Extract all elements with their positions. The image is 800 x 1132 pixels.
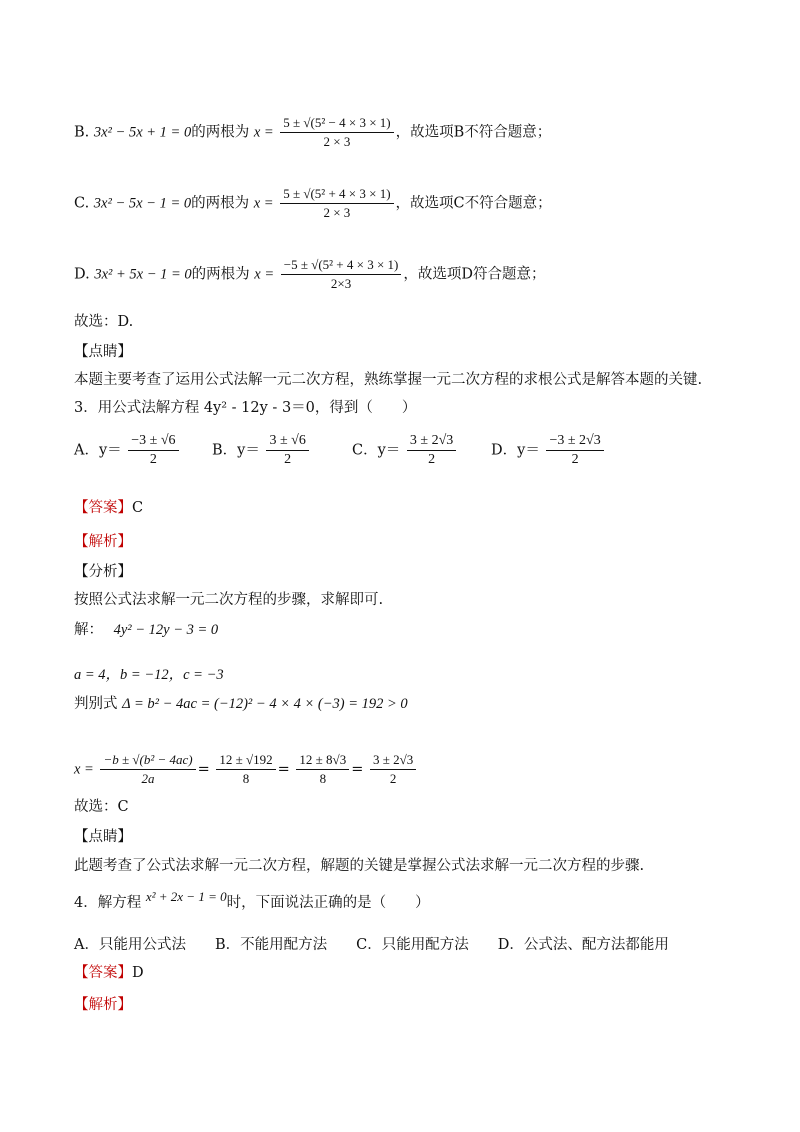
option-d-conclusion: ，故选项D符合题意； — [403, 266, 546, 283]
q3-option-b-den: 2 — [284, 452, 292, 467]
option-c-equation: 3x² − 5x − 1 = 0 — [93, 195, 192, 212]
q3-option-a-num: −3 ± √6 — [128, 433, 178, 451]
q3-fenxi: 按照公式法求解一元二次方程的步骤，求解即可. — [74, 592, 384, 608]
q3-root-formula: x = $\frac{\text{−b ± √(b² − 4ac)}}{2a}$ = $\frac{12 \pm √192}{8}$ = $\frac{12 \pm 8√3}{8}$ = $\frac{3 \pm 2√3}{2}$ — [74, 752, 418, 787]
q3-f4-num: 3 ± 2√3 — [370, 752, 416, 770]
q3-option-a-den: 2 — [149, 452, 157, 467]
q3-option-b-num: 3 ± √6 — [266, 433, 308, 451]
prev-choice: 故选：D. — [74, 314, 134, 330]
q3-option-c-fraction — [407, 433, 456, 468]
q3-f4-den: 2 — [389, 771, 397, 786]
option-c-x-eq: x = — [253, 195, 274, 212]
q3-f1-num: −b ± √(b² − 4ac) — [100, 752, 195, 770]
q3-option-c-label: C．y＝ — [352, 442, 401, 459]
option-c-conclusion: ，故选项C不符合题意； — [395, 195, 552, 212]
q3-answer — [74, 498, 143, 518]
q3-stem: 3．用公式法解方程 4y² - 12y - 3＝0，得到（ ） — [74, 400, 417, 416]
q3-option-c-num: 3 ± 2√3 — [407, 433, 456, 451]
option-c-numerator: 5 ± √(5² + 4 × 3 × 1) — [280, 186, 393, 204]
q3-option-c-den: 2 — [428, 452, 436, 467]
q3-f2-den: 8 — [242, 771, 250, 786]
q3-f3-num: 12 ± 8√3 — [296, 752, 349, 770]
q3-analysis-tag: 【解析】 — [74, 534, 132, 550]
solution-option-d — [74, 257, 546, 292]
option-d-denominator: 2×3 — [330, 276, 352, 291]
q4-answer — [74, 963, 144, 983]
q3-f2-num: 12 ± √192 — [216, 752, 275, 770]
q3-f1-den: 2a — [141, 771, 155, 786]
q4-stem-equation: x² + 2x − 1 = 0 — [145, 889, 227, 904]
solution-option-b — [74, 115, 551, 150]
solution-option-c — [74, 186, 552, 221]
q3-option-a-fraction — [128, 433, 178, 468]
q3-choice: 故选：C — [74, 799, 129, 815]
q3-solve-line — [74, 620, 218, 640]
option-b-denominator: 2 × 3 — [323, 134, 351, 149]
option-b-root-fraction — [280, 115, 393, 150]
q3-fenxi-tag: 【分析】 — [74, 564, 132, 580]
option-b-x-eq: x = — [253, 124, 274, 141]
option-d-x-eq: x = — [254, 266, 275, 283]
q3-discriminant-line — [74, 694, 408, 714]
q4-options: A．只能用公式法 B．不能用配方法 C．只能用配方法 D．公式法、配方法都能用 — [74, 937, 669, 953]
q3-option-b-label: B．y＝ — [212, 442, 260, 459]
q3-x-eq: x = — [74, 761, 94, 778]
option-c-roots-text: 的两根为 — [191, 195, 250, 212]
q3-answer-tag: 【答案】 — [74, 500, 132, 516]
q3-coefficients: a = 4，b = −12，c = −3 — [74, 667, 224, 683]
q3-option-c — [352, 433, 458, 468]
prev-comment: 本题主要考查了运用公式法解一元二次方程，熟练掌握一元二次方程的求根公式是解答本题的关键. — [74, 372, 703, 388]
q4-answer-value: D — [132, 965, 144, 981]
q3-answer-value: C — [132, 500, 144, 516]
option-b-roots-text: 的两根为 — [191, 124, 250, 141]
option-b-conclusion: ，故选项B不符合题意； — [395, 124, 552, 141]
q3-comment-heading: 【点睛】 — [74, 829, 132, 845]
q3-option-d-num: −3 ± 2√3 — [546, 433, 603, 451]
option-c-root-fraction — [280, 186, 393, 221]
q4-stem-a: 4．解方程 — [74, 895, 142, 911]
option-c-denominator: 2 × 3 — [323, 205, 351, 220]
option-d-root-fraction — [281, 257, 402, 292]
q3-formula-fraction-2 — [216, 752, 275, 787]
q4-answer-tag: 【答案】 — [74, 965, 132, 981]
q3-formula-fraction-3 — [296, 752, 349, 787]
q4-stem — [74, 889, 430, 913]
q3-option-b-fraction — [266, 433, 308, 468]
q3-disc-label: 判别式 — [74, 696, 118, 712]
q3-f3-den: 8 — [319, 771, 327, 786]
option-d-numerator: −5 ± √(5² + 4 × 3 × 1) — [281, 257, 402, 275]
q3-option-b — [212, 433, 311, 468]
option-b-label: B. — [74, 124, 90, 141]
q3-solve-label: 解： — [74, 622, 103, 638]
q3-option-a — [74, 433, 181, 468]
option-b-equation: 3x² − 5x + 1 = 0 — [93, 124, 192, 141]
q3-option-d — [491, 433, 606, 468]
q4-stem-b: 时，下面说法正确的是（ ） — [226, 895, 430, 911]
option-c-label: C. — [74, 195, 90, 212]
q3-solve-equation: 4y² − 12y − 3 = 0 — [113, 622, 219, 638]
q3-option-d-den: 2 — [571, 452, 579, 467]
option-d-equation: 3x² + 5x − 1 = 0 — [94, 266, 192, 283]
q3-option-d-fraction — [546, 433, 603, 468]
option-d-roots-text: 的两根为 — [191, 266, 250, 283]
prev-comment-heading: 【点睛】 — [74, 344, 132, 360]
q4-analysis-tag: 【解析】 — [74, 997, 132, 1013]
q3-comment: 此题考查了公式法求解一元二次方程，解题的关键是掌握公式法求解一元二次方程的步骤. — [74, 858, 645, 874]
q3-formula-fraction-4 — [370, 752, 416, 787]
q3-option-a-label: A．y＝ — [74, 442, 122, 459]
option-d-label: D. — [74, 266, 90, 283]
option-b-numerator: 5 ± √(5² − 4 × 3 × 1) — [280, 115, 393, 133]
q3-option-d-label: D．y＝ — [491, 442, 540, 459]
q3-formula-fraction-1 — [100, 752, 195, 787]
q3-discriminant: Δ = b² − 4ac = (−12)² − 4 × 4 × (−3) = 192 > 0 — [122, 696, 408, 712]
